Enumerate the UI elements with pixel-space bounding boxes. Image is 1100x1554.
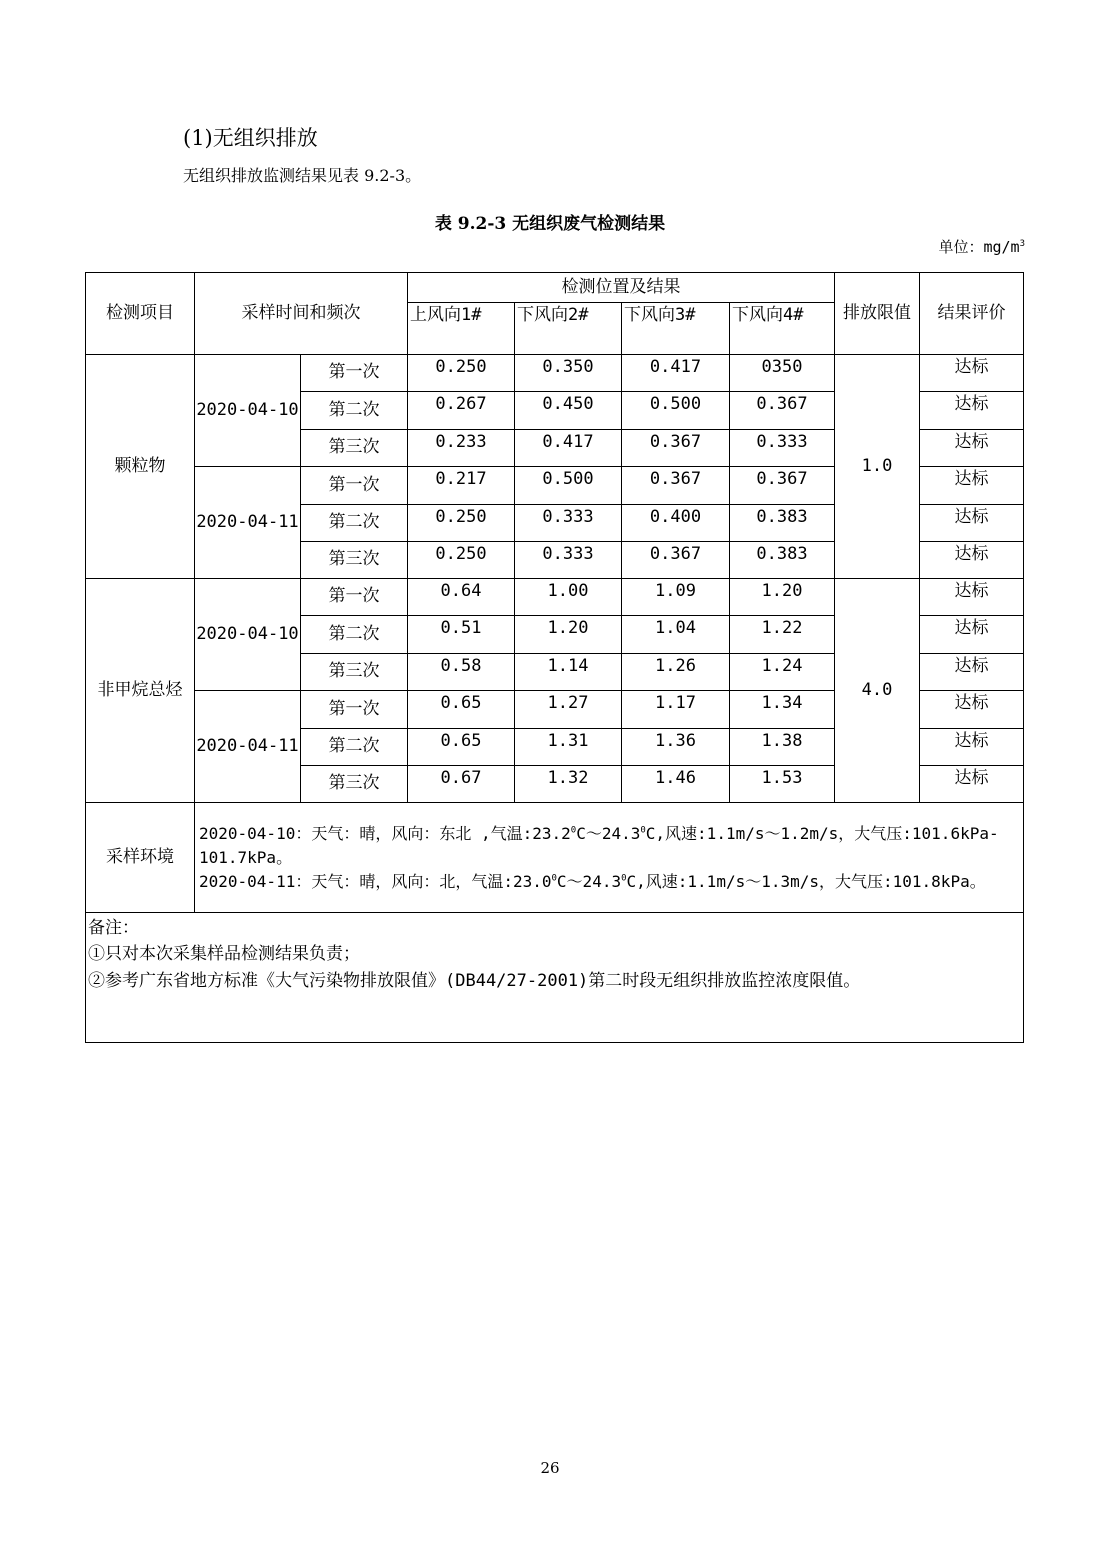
value-cell: 1.00 — [515, 579, 622, 616]
value-cell: 0.400 — [622, 505, 730, 542]
value-cell: 1.26 — [622, 654, 730, 691]
value-cell: 0.383 — [730, 505, 835, 542]
date-cell: 2020-04-10 — [195, 579, 301, 691]
frequency-cell: 第二次 — [301, 616, 408, 654]
notes-item-1: ①只对本次采集样品检测结果负责； — [88, 944, 360, 965]
degree-sup: 0 — [621, 873, 627, 884]
value-cell: 0.417 — [515, 430, 622, 467]
value-cell: 1.20 — [515, 616, 622, 654]
value-cell: 1.04 — [622, 616, 730, 654]
notes-title: 备注： — [88, 918, 139, 938]
frequency-cell: 第三次 — [301, 654, 408, 691]
value-cell: 0.233 — [408, 430, 515, 467]
intro-text: 无组织排放监测结果见表 9.2-3。 — [183, 166, 422, 185]
evaluation-cell: 达标 — [920, 654, 1024, 691]
page-number: 26 — [540, 1459, 560, 1477]
env-line1-c: C,风速:1.1m/s～1.2m/s，大气压:101.6kPa-101.7kPa。 — [199, 823, 999, 867]
date-cell: 2020-04-11 — [195, 691, 301, 803]
evaluation-cell: 达标 — [920, 392, 1024, 430]
header-sampling-time: 采样时间和频次 — [195, 273, 408, 355]
value-cell: 1.09 — [622, 579, 730, 616]
frequency-cell: 第二次 — [301, 505, 408, 542]
value-cell: 1.14 — [515, 654, 622, 691]
sampling-env-label: 采样环境 — [86, 803, 195, 913]
value-cell: 0.383 — [730, 542, 835, 579]
value-cell: 0.51 — [408, 616, 515, 654]
value-cell: 1.27 — [515, 691, 622, 729]
sampling-env-row — [86, 803, 1024, 913]
frequency-cell: 第三次 — [301, 766, 408, 803]
frequency-cell: 第二次 — [301, 392, 408, 430]
date-cell: 2020-04-10 — [195, 355, 301, 467]
frequency-cell: 第三次 — [301, 430, 408, 467]
value-cell: 0.417 — [622, 355, 730, 392]
value-cell: 0.250 — [408, 542, 515, 579]
header-loc1: 上风向1# — [408, 303, 515, 355]
unit-label — [880, 236, 1025, 257]
frequency-cell: 第一次 — [301, 579, 408, 616]
section-heading: (1)无组织排放 — [183, 126, 318, 150]
env-line1-a: 2020-04-10：天气：晴，风向：东北 ,气温:23.2 — [199, 823, 571, 843]
value-cell: 0.450 — [515, 392, 622, 430]
evaluation-cell: 达标 — [920, 579, 1024, 616]
value-cell: 0.64 — [408, 579, 515, 616]
value-cell: 0.350 — [515, 355, 622, 392]
value-cell: 0.217 — [408, 467, 515, 505]
value-cell: 1.53 — [730, 766, 835, 803]
degree-sup: 0 — [551, 873, 557, 884]
notes-cell — [86, 913, 1024, 1043]
table-caption: 表 9.2-3 无组织废气检测结果 — [434, 214, 666, 234]
value-cell: 0.367 — [622, 430, 730, 467]
evaluation-cell: 达标 — [920, 766, 1024, 803]
unit-text: 单位：mg/m — [938, 238, 1020, 256]
evaluation-cell: 达标 — [920, 430, 1024, 467]
header-location-group: 检测位置及结果 — [408, 273, 835, 303]
item-cell: 非甲烷总烃 — [86, 579, 195, 803]
header-item: 检测项目 — [86, 273, 195, 355]
env-line2-c: C,风速:1.1m/s～1.3m/s，大气压:101.8kPa。 — [626, 871, 986, 891]
header-loc3: 下风向3# — [622, 303, 730, 355]
header-loc4: 下风向4# — [730, 303, 835, 355]
value-cell: 0.333 — [515, 505, 622, 542]
frequency-cell: 第一次 — [301, 467, 408, 505]
evaluation-cell: 达标 — [920, 616, 1024, 654]
frequency-cell: 第三次 — [301, 542, 408, 579]
date-cell: 2020-04-11 — [195, 467, 301, 579]
value-cell: 1.22 — [730, 616, 835, 654]
limit-cell: 4.0 — [835, 579, 920, 803]
value-cell: 0.367 — [730, 467, 835, 505]
env-line2-a: 2020-04-11：天气：晴，风向：北，气温:23.0 — [199, 871, 552, 891]
table-row — [86, 579, 1024, 616]
evaluation-cell: 达标 — [920, 505, 1024, 542]
value-cell: 0.267 — [408, 392, 515, 430]
env-line1-b: C～24.3 — [576, 823, 641, 843]
value-cell: 1.20 — [730, 579, 835, 616]
value-cell: 0.333 — [730, 430, 835, 467]
value-cell: 1.32 — [515, 766, 622, 803]
value-cell: 0.250 — [408, 505, 515, 542]
frequency-cell: 第一次 — [301, 691, 408, 729]
value-cell: 1.24 — [730, 654, 835, 691]
item-cell: 颗粒物 — [86, 355, 195, 579]
evaluation-cell: 达标 — [920, 729, 1024, 766]
evaluation-cell: 达标 — [920, 542, 1024, 579]
value-cell: 0.67 — [408, 766, 515, 803]
value-cell: 1.38 — [730, 729, 835, 766]
value-cell: 1.31 — [515, 729, 622, 766]
evaluation-cell: 达标 — [920, 467, 1024, 505]
value-cell: 1.46 — [622, 766, 730, 803]
value-cell: 1.17 — [622, 691, 730, 729]
unit-superscript: 3 — [1019, 239, 1025, 249]
sampling-env-text — [195, 803, 1024, 913]
evaluation-cell: 达标 — [920, 691, 1024, 729]
header-evaluation: 结果评价 — [920, 273, 1024, 355]
env-line2-b: C～24.3 — [556, 871, 622, 891]
limit-cell: 1.0 — [835, 355, 920, 579]
evaluation-cell: 达标 — [920, 355, 1024, 392]
value-cell: 0350 — [730, 355, 835, 392]
frequency-cell: 第二次 — [301, 729, 408, 766]
value-cell: 0.367 — [730, 392, 835, 430]
table-row — [86, 355, 1024, 392]
value-cell: 0.65 — [408, 691, 515, 729]
header-limit: 排放限值 — [835, 273, 920, 355]
value-cell: 0.58 — [408, 654, 515, 691]
notes-item-2: ②参考广东省地方标准《大气污染物排放限值》(DB44/27-2001)第二时段无组织排放监控浓度限值。 — [88, 970, 861, 991]
results-table — [85, 272, 1024, 1043]
frequency-cell: 第一次 — [301, 355, 408, 392]
value-cell: 0.65 — [408, 729, 515, 766]
notes-row — [86, 913, 1024, 1043]
value-cell: 0.250 — [408, 355, 515, 392]
header-row — [86, 273, 1024, 303]
degree-sup: 0 — [640, 825, 646, 836]
value-cell: 0.333 — [515, 542, 622, 579]
value-cell: 1.36 — [622, 729, 730, 766]
degree-sup: 0 — [570, 825, 577, 836]
value-cell: 0.367 — [622, 542, 730, 579]
header-loc2: 下风向2# — [515, 303, 622, 355]
value-cell: 1.34 — [730, 691, 835, 729]
value-cell: 0.500 — [515, 467, 622, 505]
value-cell: 0.367 — [622, 467, 730, 505]
value-cell: 0.500 — [622, 392, 730, 430]
